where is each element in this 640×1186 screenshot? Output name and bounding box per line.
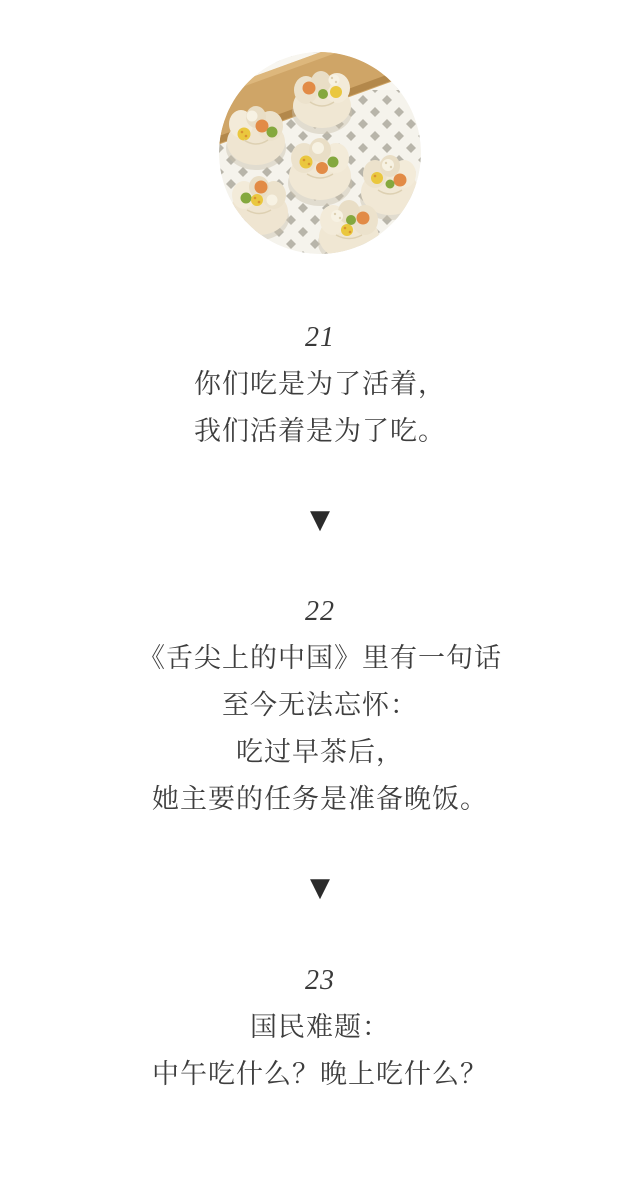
quote-line: 她主要的任务是准备晚饭。 — [152, 784, 488, 814]
triangle-down-icon: ▼ — [310, 504, 330, 535]
quote-line: 你们吃是为了活着， — [194, 369, 446, 399]
quote-line: 《舌尖上的中国》里有一句话 — [138, 643, 502, 673]
quote-line: 吃过早茶后， — [236, 737, 404, 767]
quote-line: 中午吃什么？晚上吃什么？ — [152, 1059, 488, 1089]
quote-section-21 — [0, 314, 640, 455]
dumplings-photo-illustration — [219, 52, 421, 254]
dumplings-photo — [219, 52, 421, 254]
section-divider — [0, 864, 640, 911]
section-number: 21 — [305, 322, 335, 353]
section-divider — [0, 496, 640, 543]
quote-section-22 — [0, 588, 640, 823]
quote-line: 我们活着是为了吃。 — [194, 416, 446, 446]
section-number: 22 — [305, 596, 335, 627]
quote-section-23 — [0, 957, 640, 1098]
section-number: 23 — [305, 965, 335, 996]
quote-line: 国民难题： — [250, 1012, 390, 1042]
quote-line: 至今无法忘怀： — [222, 690, 418, 720]
triangle-down-icon: ▼ — [310, 872, 330, 903]
